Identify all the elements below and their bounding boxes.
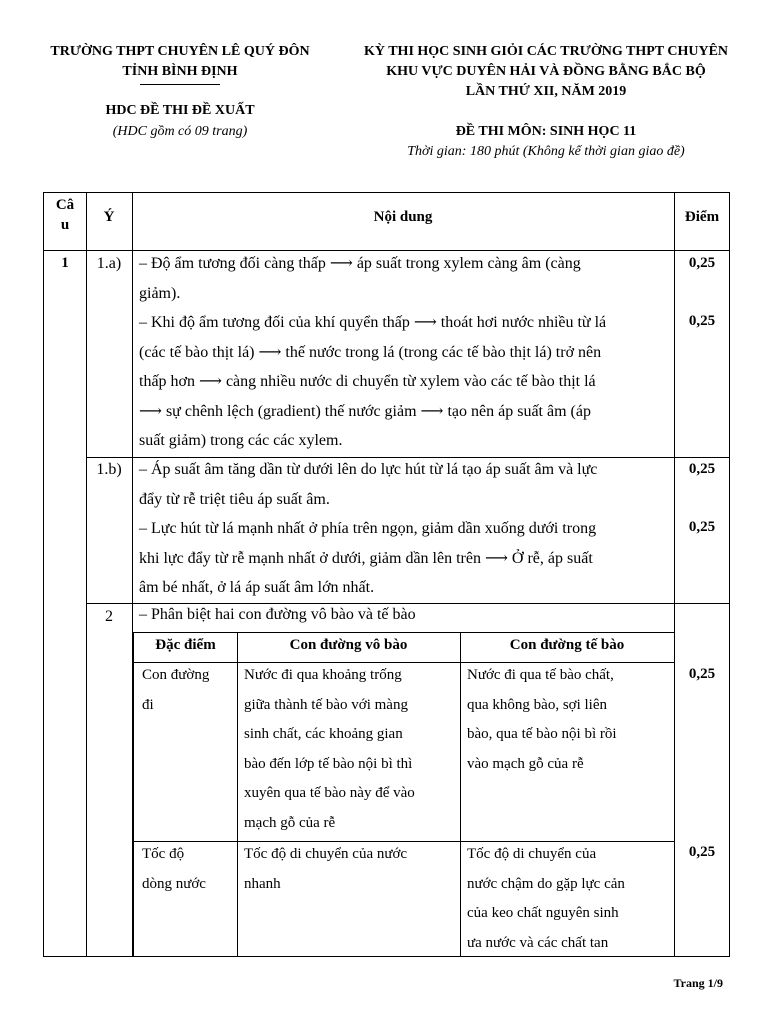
inner-te-bao-line: vào mạch gỗ của rễ: [467, 755, 584, 772]
hdc-pages: (HDC gồm có 09 trang): [112, 124, 248, 139]
inner-header-feature: Đặc điểm: [155, 637, 216, 653]
header-y: Ý: [103, 209, 115, 225]
inner-te-bao-line: nước chậm do gặp lực cản: [467, 875, 625, 892]
school-line-1: TRƯỜNG THPT CHUYÊN LÊ QUÝ ĐÔN: [50, 44, 310, 59]
row-1a-score: 0,25: [688, 313, 716, 329]
row-2-intro: – Phân biệt hai con đường vô bào và tế bào: [139, 606, 416, 623]
exam-header: [332, 42, 760, 102]
col-divider: [86, 193, 87, 956]
exam-subject: ĐỀ THI MÔN: SINH HỌC 11: [455, 124, 637, 139]
inner-header-vo-bao: Con đường vô bào: [289, 637, 408, 653]
inner-feature-line: Con đường: [142, 667, 210, 683]
row-2-score: 0,25: [688, 666, 716, 682]
row-1a-line: (các tế bào thịt lá) ⟶ thế nước trong lá (trong các tế bào thịt lá) trở nên: [139, 343, 602, 361]
school-line-2: TỈNH BÌNH ĐỊNH: [122, 64, 238, 79]
header-cau: [44, 195, 86, 235]
exam-line-3: LẦN THỨ XII, NĂM 2019: [465, 84, 627, 99]
school-underline: [140, 84, 220, 85]
inner-te-bao-line: bào, qua tế bào nội bì rồi: [467, 726, 617, 742]
row-2-score: 0,25: [688, 844, 716, 860]
inner-vo-bao-line: giữa thành tế bào với màng: [244, 696, 408, 713]
row-1b-score: 0,25: [688, 519, 716, 535]
school-header: [22, 42, 338, 85]
row-1a-line: giảm).: [139, 284, 181, 302]
row-1b-line: – Áp suất âm tăng dần từ dưới lên do lực hút từ lá tạo áp suất âm và lực: [139, 461, 598, 478]
question-number: 1: [61, 255, 69, 271]
exam-time-suffix: ): [680, 144, 685, 159]
row-1a-line: ⟶ sự chênh lệch (gradient) thế nước giảm ⟶ tạo nên áp suất âm (áp: [139, 402, 591, 420]
row-1a-score: 0,25: [688, 255, 716, 271]
inner-feature-line: Tốc độ: [142, 846, 185, 862]
row-1a-label: 1.a): [96, 255, 122, 272]
inner-vo-bao-line: mạch gỗ của rễ: [244, 814, 336, 831]
exam-time-prefix: Thời gian: 180 phút (: [407, 144, 528, 159]
row-1b-line: đẩy từ rễ triệt tiêu áp suất âm.: [139, 490, 330, 508]
row-1a-line: – Độ ẩm tương đối càng thấp ⟶ áp suất trong xylem càng âm (càng: [139, 255, 581, 272]
header-noi-dung: Nội dung: [373, 209, 433, 225]
inner-col-divider: [460, 633, 461, 956]
inner-header-te-bao: Con đường tế bào: [509, 637, 625, 653]
row-1b-label: 1.b): [96, 461, 122, 478]
inner-te-bao-line: Tốc độ di chuyển của: [467, 846, 597, 862]
inner-te-bao-line: qua không bào, sợi liên: [467, 696, 607, 713]
inner-te-bao-line: Nước đi qua tế bào chất,: [467, 667, 614, 683]
comparison-table: [133, 632, 675, 957]
inner-vo-bao-line: nhanh: [244, 875, 281, 892]
inner-vo-bao-line: Nước đi qua khoảng trống: [244, 667, 402, 683]
row-1b-line: – Lực hút từ lá mạnh nhất ở phía trên ngọn, giảm dần xuống dưới trong: [139, 520, 597, 537]
hdc-title: HDC ĐỀ THI ĐỀ XUẤT: [105, 103, 255, 118]
inner-feature-line: đi: [142, 696, 154, 713]
inner-vo-bao-line: bào đến lớp tế bào nội bì thì: [244, 755, 413, 772]
inner-vo-bao-line: Tốc độ di chuyển của nước: [244, 846, 408, 862]
row-1a-line: suất giảm) trong các các xylem.: [139, 432, 343, 449]
row-1b-score: 0,25: [688, 461, 716, 477]
row-1a-line: – Khi độ ẩm tương đối của khí quyển thấp ⟶ thoát hơi nước nhiều từ lá: [139, 314, 607, 331]
header-diem: Điểm: [684, 209, 720, 225]
header-cau-text: Câu: [55, 197, 75, 233]
row-1b-line: âm bé nhất, ở lá áp suất âm lớn nhất.: [139, 579, 375, 596]
exam-time-note: Không kể thời gian giao đề: [527, 144, 681, 159]
inner-vo-bao-line: sinh chất, các khoảng gian: [244, 726, 403, 742]
inner-col-divider: [237, 633, 238, 956]
page-number: Trang 1/9: [673, 976, 723, 990]
row-1a-line: thấp hơn ⟶ càng nhiều nước di chuyển từ xylem vào các tế bào thịt lá: [139, 373, 596, 390]
inner-te-bao-line: của keo chất nguyên sinh: [467, 905, 619, 921]
row-1b-line: khi lực đẩy từ rễ mạnh nhất ở dưới, giảm dần lên trên ⟶ Ở rễ, áp suất: [139, 549, 593, 567]
inner-vo-bao-line: xuyên qua tế bào này để vào: [244, 785, 415, 801]
inner-feature-line: dòng nước: [142, 875, 206, 892]
row-2-label: 2: [105, 608, 113, 625]
inner-te-bao-line: ưa nước và các chất tan: [467, 934, 609, 951]
exam-line-2: KHU VỰC DUYÊN HẢI VÀ ĐỒNG BẰNG BẮC BỘ: [386, 64, 706, 79]
exam-time: [332, 142, 760, 162]
exam-line-1: KỲ THI HỌC SINH GIỎI CÁC TRƯỜNG THPT CHUYÊN: [363, 44, 729, 59]
